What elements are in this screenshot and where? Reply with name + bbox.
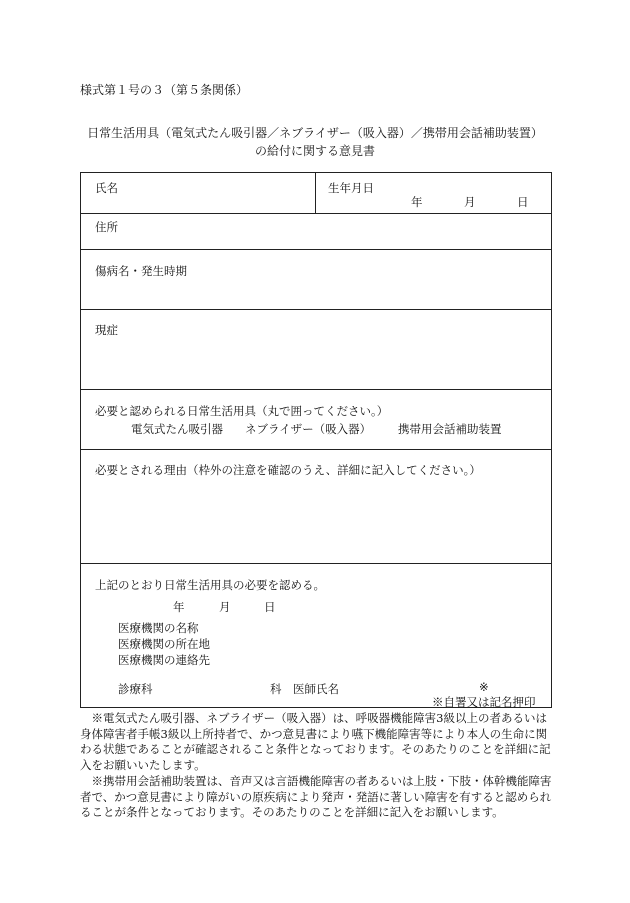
department-label: 診療科 xyxy=(118,682,153,696)
name-label: 氏名 xyxy=(95,181,118,195)
row-divider xyxy=(81,389,551,390)
note-suction-nebulizer: ※電気式たん吸引器、ネブライザー（吸入器）は、呼吸器機能障害3級以上の者あるいは身体障害者手帳3級以上所持者で、かつ意見書により嚥下機能障害等により本人の生命に関わる状態であることが確認されること条件となっております。そのあたりのことを詳細に記入をお願いいたします。 xyxy=(80,711,551,772)
row-divider xyxy=(81,213,551,214)
note-communication-device: ※携帯用会話補助装置は、音声又は言語機能障害の者あるいは上肢・下肢・体幹機能障害者で、かつ意見書により障がいの原疾病により発声・発語に著しい障害を有すると認められることが条件となっております。そのあたりのことを詳細に記入をお願いします。 xyxy=(80,774,552,819)
device-option-communication: 携帯用会話補助装置 xyxy=(398,422,502,436)
row-divider xyxy=(81,249,551,250)
birth-month-label: 月 xyxy=(464,195,476,209)
column-divider xyxy=(315,173,316,213)
row-divider xyxy=(81,449,551,450)
device-option-nebulizer: ネブライザー（吸入器） xyxy=(245,422,372,436)
signature-mark: ※ xyxy=(479,680,489,694)
row-divider xyxy=(81,309,551,310)
birth-day-label: 日 xyxy=(517,195,529,209)
disease-label: 傷病名・発生時期 xyxy=(95,264,187,278)
needed-equipment-label: 必要と認められる日常生活用具（丸で囲ってください。） xyxy=(95,404,389,418)
institution-contact-label: 医療機関の連絡先 xyxy=(118,653,210,667)
signature-note: ※自署又は記名押印 xyxy=(432,695,536,709)
form-title-line2: の給付に関する意見書 xyxy=(254,144,375,158)
cert-year-label: 年 xyxy=(173,600,185,614)
address-label: 住所 xyxy=(95,220,118,234)
device-option-suction: 電気式たん吸引器 xyxy=(131,422,223,436)
symptom-label: 現症 xyxy=(95,323,118,337)
form-title-line1: 日常生活用具（電気式たん吸引器／ネブライザー（吸入器）／携帯用会話補助装置） xyxy=(87,126,543,140)
doctor-name-label: 医師氏名 xyxy=(293,682,339,696)
reason-label: 必要とされる理由（枠外の注意を確認のうえ、詳細に記入してください。） xyxy=(95,463,481,477)
form-code: 様式第１号の３（第５条関係） xyxy=(80,83,249,97)
birth-year-label: 年 xyxy=(411,195,423,209)
row-divider xyxy=(81,563,551,564)
certify-text: 上記のとおり日常生活用具の必要を認める。 xyxy=(95,578,325,592)
cert-month-label: 月 xyxy=(219,600,231,614)
birthdate-label: 生年月日 xyxy=(328,181,374,195)
department-suffix: 科 xyxy=(270,682,282,696)
institution-address-label: 医療機関の所在地 xyxy=(118,637,210,651)
cert-day-label: 日 xyxy=(264,600,276,614)
institution-name-label: 医療機関の名称 xyxy=(118,621,199,635)
opinion-form-table xyxy=(80,172,552,708)
